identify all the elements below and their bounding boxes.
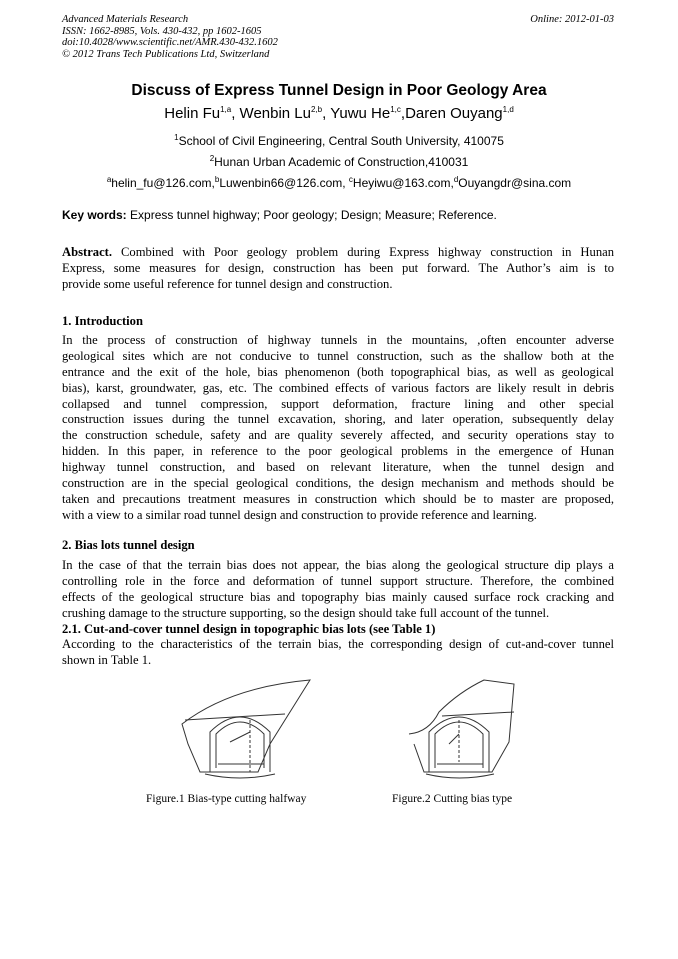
body-line: According to the characteristics of the terrain bias, the corresponding design of cut-and-cover tunnel [62,637,614,651]
abstract-text: Combined with Poor geology problem during Express highway construction in Hunan [112,245,614,259]
section-heading: 1. Introduction [62,314,143,328]
body-line: geological sites which are not conducive to tunnel construction, such as the shallow both at the [62,348,614,363]
keywords-label: Key words: [62,208,127,222]
figure-2-drawing [404,672,554,784]
section-body [62,637,614,669]
body-line: construction issues during the tunnel excavation, shoring, and later operation, subsequently delay [62,412,614,427]
paper-title: Discuss of Express Tunnel Design in Poor Geology Area [131,82,547,99]
abstract-line: provide some useful reference for tunnel design and construction. [62,276,393,291]
body-line: In the case of that the terrain bias does not appear, the bias along the geological structure dip plays a [62,558,614,572]
figure-2-caption: Figure.2 Cutting bias type [392,793,513,805]
body-line: highway tunnel construction, and based on relevant literature, when the tunnel design and [62,460,614,475]
authors [0,105,678,122]
body-line: hidden. In this paper, in reference to the poor geological problems in the emergence of Hunan [62,444,614,459]
aff-sup: 1 [174,133,179,142]
body-line: the construction schedule, safety and are quality severely affected, and security operations stay to [62,428,614,443]
body-line: taken and precautions treatment measures in construction which should be to master are proposed, [62,491,614,506]
abstract [62,245,614,293]
author-sup: 1,d [502,105,514,114]
body-line: collapsed and tunnel compression, support deformation, fracture lining and other special [62,396,614,411]
author-sup: 2,b [311,105,323,114]
aff-text: School of Civil Engineering, Central South University, 410075 [178,134,504,148]
body-line: controlling role in the force and deformation of tunnel support structure. Therefore, the combined [62,573,614,588]
issn: ISSN: 1662-8985, Vols. 430-432, pp 1602-1605 [62,25,262,37]
figure-1-drawing [170,672,320,784]
subsection-heading: 2.1. Cut-and-cover tunnel design in topographic bias lots (see Table 1) [62,622,436,636]
keywords [62,208,614,222]
section-body [62,558,614,622]
affiliation-2 [0,154,678,169]
author-sup: 1,a [220,105,232,114]
author: , Wenbin Lu [231,105,311,122]
body-line: construction are in the special geological conditions, the design mechanism and methods should be [62,476,614,491]
section-heading: 2. Bias lots tunnel design [62,538,195,552]
email-sup: b [214,175,220,184]
body-line: In the process of construction of highway tunnels in the mountains, ,often encounter adverse [62,333,614,347]
body-line: bias), karst, groundwater, gas, etc. The combined effects of various factors are likely result in debris [62,380,614,395]
email: helin_fu@126.com, [111,176,215,190]
journal-header [62,14,278,60]
section-body [62,333,614,524]
aff-sup: 2 [209,154,215,163]
figure-1-caption: Figure.1 Bias-type cutting halfway [146,793,307,805]
body-line: effects of the geological structure bias and topography bias mainly caused surface rock cracking and [62,589,614,604]
email-sup: a [106,175,112,184]
email: Ouyangdr@sina.com [458,176,572,190]
email: Heyiwu@163.com, [352,176,454,190]
online-date: Online: 2012-01-03 [530,14,614,25]
abstract-label: Abstract. [62,245,113,259]
keywords-text: Express tunnel highway; Poor geology; Design; Measure; Reference. [126,208,497,222]
body-line: crushing damage to the structure supporting, so the design should take full account of the tunnel. [62,605,550,620]
copyright: © 2012 Trans Tech Publications Ltd, Switzerland [62,48,270,60]
email-sup: c [348,175,353,184]
email-sup: d [453,175,459,184]
abstract-line: Express, some measures for design, construction has been put forward. The Author’s aim is to [62,260,614,275]
journal-name: Advanced Materials Research [62,14,189,25]
body-line: with a view to a similar road tunnel design and construction to provide reference and learning. [62,507,537,522]
author: , Yuwu He [322,105,391,122]
aff-text: Hunan Urban Academic of Construction,410031 [214,155,469,169]
doi: doi:10.4028/www.scientific.net/AMR.430-432.1602 [62,37,278,49]
author: ,Daren Ouyang [400,105,503,122]
author-sup: 1,c [390,105,401,114]
body-line: entrance and the exit of the hole, bias phenomenon (both topographical bias, as well as geological [62,364,614,379]
abstract-line [62,245,614,261]
emails [0,175,678,190]
affiliation-1 [0,133,678,148]
email: Luwenbin66@126.com, [219,176,349,190]
body-line: shown in Table 1. [62,652,152,667]
author: Helin Fu [164,105,221,122]
